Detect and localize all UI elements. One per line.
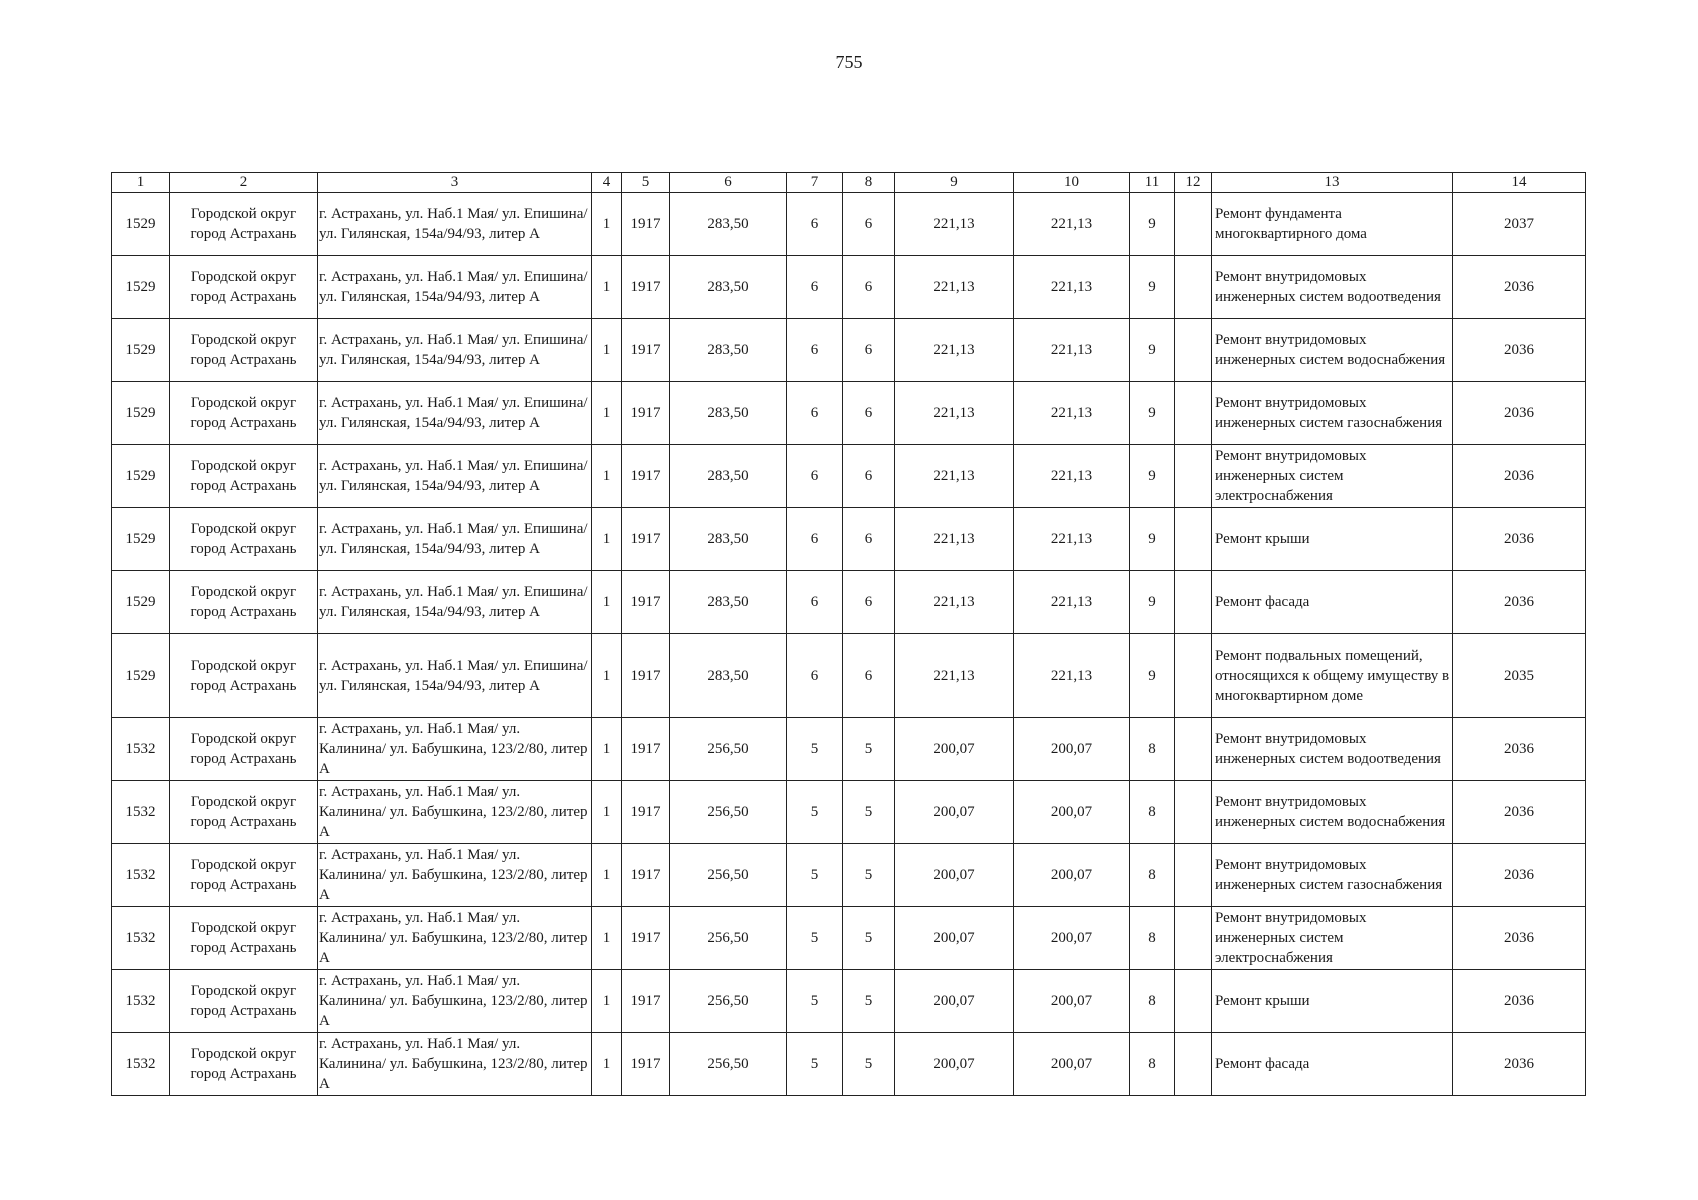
- total-area-cell: 283,50: [670, 571, 787, 634]
- total-area-cell: 283,50: [670, 634, 787, 718]
- total-area-cell: 283,50: [670, 508, 787, 571]
- col12-cell: [1175, 634, 1212, 718]
- column-header: 4: [592, 173, 622, 193]
- col8-cell: 6: [843, 256, 895, 319]
- address-cell: г. Астрахань, ул. Наб.1 Мая/ ул. Епишина/ ул. Гилянская, 154а/94/93, литер А: [318, 634, 592, 718]
- total-area-cell: 256,50: [670, 1033, 787, 1096]
- repair-type-cell: Ремонт фасада: [1212, 1033, 1453, 1096]
- address-cell: г. Астрахань, ул. Наб.1 Мая/ ул. Калинина/ ул. Бабушкина, 123/2/80, литер А: [318, 907, 592, 970]
- residents-cell: 9: [1130, 382, 1175, 445]
- repair-type-cell: Ремонт крыши: [1212, 970, 1453, 1033]
- col10-cell: 200,07: [1014, 718, 1130, 781]
- table-row: [112, 844, 1586, 907]
- address-cell: г. Астрахань, ул. Наб.1 Мая/ ул. Калинина/ ул. Бабушкина, 123/2/80, литер А: [318, 970, 592, 1033]
- col12-cell: [1175, 1033, 1212, 1096]
- address-cell: г. Астрахань, ул. Наб.1 Мая/ ул. Епишина/ ул. Гилянская, 154а/94/93, литер А: [318, 508, 592, 571]
- col10-cell: 221,13: [1014, 382, 1130, 445]
- year-built-cell: 1917: [622, 382, 670, 445]
- address-cell: г. Астрахань, ул. Наб.1 Мая/ ул. Калинина/ ул. Бабушкина, 123/2/80, литер А: [318, 844, 592, 907]
- repair-type-cell: Ремонт внутридомовых инженерных систем водоотведения: [1212, 718, 1453, 781]
- year-built-cell: 1917: [622, 256, 670, 319]
- table-row: [112, 382, 1586, 445]
- repair-year-cell: 2036: [1453, 319, 1586, 382]
- col7-cell: 6: [787, 319, 843, 382]
- municipality-cell: Городской округ город Астрахань: [170, 382, 318, 445]
- address-cell: г. Астрахань, ул. Наб.1 Мая/ ул. Епишина/ ул. Гилянская, 154а/94/93, литер А: [318, 256, 592, 319]
- table-body: [112, 193, 1586, 1096]
- col8-cell: 5: [843, 970, 895, 1033]
- col7-cell: 5: [787, 844, 843, 907]
- col7-cell: 6: [787, 445, 843, 508]
- buildings-count-cell: 1: [592, 781, 622, 844]
- residents-cell: 8: [1130, 970, 1175, 1033]
- address-cell: г. Астрахань, ул. Наб.1 Мая/ ул. Епишина/ ул. Гилянская, 154а/94/93, литер А: [318, 382, 592, 445]
- year-built-cell: 1917: [622, 634, 670, 718]
- col12-cell: [1175, 193, 1212, 256]
- col12-cell: [1175, 382, 1212, 445]
- col10-cell: 200,07: [1014, 907, 1130, 970]
- table-row: [112, 256, 1586, 319]
- municipality-cell: Городской округ город Астрахань: [170, 256, 318, 319]
- col8-cell: 6: [843, 508, 895, 571]
- total-area-cell: 283,50: [670, 382, 787, 445]
- total-area-cell: 256,50: [670, 718, 787, 781]
- column-header: 5: [622, 173, 670, 193]
- col7-cell: 5: [787, 1033, 843, 1096]
- year-built-cell: 1917: [622, 781, 670, 844]
- col12-cell: [1175, 319, 1212, 382]
- repair-year-cell: 2036: [1453, 445, 1586, 508]
- table-row: [112, 319, 1586, 382]
- col9-cell: 221,13: [895, 571, 1014, 634]
- object-number-cell: 1529: [112, 382, 170, 445]
- total-area-cell: 283,50: [670, 445, 787, 508]
- repair-type-cell: Ремонт внутридомовых инженерных систем газоснабжения: [1212, 844, 1453, 907]
- total-area-cell: 256,50: [670, 781, 787, 844]
- table-row: [112, 508, 1586, 571]
- col8-cell: 5: [843, 1033, 895, 1096]
- col9-cell: 221,13: [895, 508, 1014, 571]
- col10-cell: 221,13: [1014, 445, 1130, 508]
- column-header: 12: [1175, 173, 1212, 193]
- column-header: 9: [895, 173, 1014, 193]
- residents-cell: 9: [1130, 256, 1175, 319]
- municipality-cell: Городской округ город Астрахань: [170, 445, 318, 508]
- municipality-cell: Городской округ город Астрахань: [170, 634, 318, 718]
- address-cell: г. Астрахань, ул. Наб.1 Мая/ ул. Калинина/ ул. Бабушкина, 123/2/80, литер А: [318, 1033, 592, 1096]
- municipality-cell: Городской округ город Астрахань: [170, 319, 318, 382]
- column-header: 8: [843, 173, 895, 193]
- col9-cell: 221,13: [895, 319, 1014, 382]
- column-header: 14: [1453, 173, 1586, 193]
- buildings-count-cell: 1: [592, 718, 622, 781]
- col7-cell: 6: [787, 382, 843, 445]
- col10-cell: 200,07: [1014, 970, 1130, 1033]
- repair-year-cell: 2036: [1453, 907, 1586, 970]
- col8-cell: 5: [843, 907, 895, 970]
- buildings-count-cell: 1: [592, 970, 622, 1033]
- col9-cell: 221,13: [895, 256, 1014, 319]
- buildings-count-cell: 1: [592, 1033, 622, 1096]
- municipality-cell: Городской округ город Астрахань: [170, 844, 318, 907]
- buildings-count-cell: 1: [592, 508, 622, 571]
- repair-year-cell: 2036: [1453, 382, 1586, 445]
- col10-cell: 200,07: [1014, 781, 1130, 844]
- repair-type-cell: Ремонт фасада: [1212, 571, 1453, 634]
- col12-cell: [1175, 970, 1212, 1033]
- col9-cell: 200,07: [895, 1033, 1014, 1096]
- residents-cell: 9: [1130, 634, 1175, 718]
- residents-cell: 8: [1130, 844, 1175, 907]
- column-header: 7: [787, 173, 843, 193]
- repair-year-cell: 2037: [1453, 193, 1586, 256]
- col9-cell: 200,07: [895, 781, 1014, 844]
- repair-year-cell: 2036: [1453, 844, 1586, 907]
- total-area-cell: 283,50: [670, 193, 787, 256]
- municipality-cell: Городской округ город Астрахань: [170, 571, 318, 634]
- buildings-count-cell: 1: [592, 256, 622, 319]
- object-number-cell: 1529: [112, 193, 170, 256]
- col12-cell: [1175, 844, 1212, 907]
- table-row: [112, 445, 1586, 508]
- col7-cell: 6: [787, 256, 843, 319]
- col7-cell: 6: [787, 571, 843, 634]
- column-header: 1: [112, 173, 170, 193]
- repair-type-cell: Ремонт крыши: [1212, 508, 1453, 571]
- col8-cell: 6: [843, 193, 895, 256]
- buildings-count-cell: 1: [592, 634, 622, 718]
- object-number-cell: 1529: [112, 571, 170, 634]
- col10-cell: 221,13: [1014, 256, 1130, 319]
- object-number-cell: 1532: [112, 781, 170, 844]
- object-number-cell: 1532: [112, 718, 170, 781]
- residents-cell: 8: [1130, 907, 1175, 970]
- object-number-cell: 1532: [112, 844, 170, 907]
- col12-cell: [1175, 445, 1212, 508]
- table-row: [112, 193, 1586, 256]
- col8-cell: 5: [843, 844, 895, 907]
- repair-schedule-table: [111, 172, 1586, 1096]
- year-built-cell: 1917: [622, 508, 670, 571]
- table-row: [112, 718, 1586, 781]
- residents-cell: 9: [1130, 571, 1175, 634]
- table-row: [112, 907, 1586, 970]
- table-row: [112, 1033, 1586, 1096]
- repair-type-cell: Ремонт внутридомовых инженерных систем электроснабжения: [1212, 445, 1453, 508]
- total-area-cell: 256,50: [670, 907, 787, 970]
- residents-cell: 9: [1130, 445, 1175, 508]
- col9-cell: 221,13: [895, 193, 1014, 256]
- col7-cell: 5: [787, 970, 843, 1033]
- total-area-cell: 256,50: [670, 970, 787, 1033]
- col9-cell: 200,07: [895, 970, 1014, 1033]
- col8-cell: 6: [843, 571, 895, 634]
- municipality-cell: Городской округ город Астрахань: [170, 193, 318, 256]
- object-number-cell: 1532: [112, 1033, 170, 1096]
- residents-cell: 9: [1130, 193, 1175, 256]
- year-built-cell: 1917: [622, 907, 670, 970]
- municipality-cell: Городской округ город Астрахань: [170, 907, 318, 970]
- object-number-cell: 1532: [112, 907, 170, 970]
- buildings-count-cell: 1: [592, 844, 622, 907]
- residents-cell: 8: [1130, 718, 1175, 781]
- col10-cell: 221,13: [1014, 508, 1130, 571]
- municipality-cell: Городской округ город Астрахань: [170, 781, 318, 844]
- col12-cell: [1175, 256, 1212, 319]
- column-header: 10: [1014, 173, 1130, 193]
- repair-year-cell: 2036: [1453, 781, 1586, 844]
- column-header: 2: [170, 173, 318, 193]
- repair-year-cell: 2036: [1453, 256, 1586, 319]
- object-number-cell: 1532: [112, 970, 170, 1033]
- address-cell: г. Астрахань, ул. Наб.1 Мая/ ул. Калинина/ ул. Бабушкина, 123/2/80, литер А: [318, 718, 592, 781]
- repair-type-cell: Ремонт внутридомовых инженерных систем электроснабжения: [1212, 907, 1453, 970]
- residents-cell: 9: [1130, 319, 1175, 382]
- col7-cell: 5: [787, 781, 843, 844]
- page-number: 755: [835, 52, 863, 72]
- col7-cell: 5: [787, 907, 843, 970]
- col10-cell: 221,13: [1014, 193, 1130, 256]
- buildings-count-cell: 1: [592, 319, 622, 382]
- column-header: 6: [670, 173, 787, 193]
- repair-year-cell: 2036: [1453, 571, 1586, 634]
- col7-cell: 6: [787, 193, 843, 256]
- col8-cell: 5: [843, 718, 895, 781]
- buildings-count-cell: 1: [592, 193, 622, 256]
- repair-type-cell: Ремонт внутридомовых инженерных систем водоснабжения: [1212, 319, 1453, 382]
- total-area-cell: 256,50: [670, 844, 787, 907]
- address-cell: г. Астрахань, ул. Наб.1 Мая/ ул. Епишина/ ул. Гилянская, 154а/94/93, литер А: [318, 319, 592, 382]
- buildings-count-cell: 1: [592, 382, 622, 445]
- year-built-cell: 1917: [622, 445, 670, 508]
- year-built-cell: 1917: [622, 193, 670, 256]
- column-header: 3: [318, 173, 592, 193]
- table-row: [112, 571, 1586, 634]
- col10-cell: 200,07: [1014, 1033, 1130, 1096]
- repair-year-cell: 2035: [1453, 634, 1586, 718]
- year-built-cell: 1917: [622, 844, 670, 907]
- col8-cell: 6: [843, 319, 895, 382]
- municipality-cell: Городской округ город Астрахань: [170, 1033, 318, 1096]
- col12-cell: [1175, 907, 1212, 970]
- repair-type-cell: Ремонт фундамента многоквартирного дома: [1212, 193, 1453, 256]
- repair-type-cell: Ремонт внутридомовых инженерных систем водоотведения: [1212, 256, 1453, 319]
- residents-cell: 9: [1130, 508, 1175, 571]
- col9-cell: 221,13: [895, 382, 1014, 445]
- col8-cell: 6: [843, 382, 895, 445]
- municipality-cell: Городской округ город Астрахань: [170, 718, 318, 781]
- col12-cell: [1175, 571, 1212, 634]
- address-cell: г. Астрахань, ул. Наб.1 Мая/ ул. Епишина/ ул. Гилянская, 154а/94/93, литер А: [318, 571, 592, 634]
- repair-type-cell: Ремонт внутридомовых инженерных систем газоснабжения: [1212, 382, 1453, 445]
- col10-cell: 221,13: [1014, 319, 1130, 382]
- col12-cell: [1175, 508, 1212, 571]
- address-cell: г. Астрахань, ул. Наб.1 Мая/ ул. Епишина/ ул. Гилянская, 154а/94/93, литер А: [318, 445, 592, 508]
- table-row: [112, 634, 1586, 718]
- col9-cell: 200,07: [895, 844, 1014, 907]
- col9-cell: 200,07: [895, 718, 1014, 781]
- year-built-cell: 1917: [622, 718, 670, 781]
- col10-cell: 200,07: [1014, 844, 1130, 907]
- col7-cell: 6: [787, 634, 843, 718]
- col9-cell: 221,13: [895, 445, 1014, 508]
- object-number-cell: 1529: [112, 319, 170, 382]
- col8-cell: 6: [843, 445, 895, 508]
- buildings-count-cell: 1: [592, 571, 622, 634]
- buildings-count-cell: 1: [592, 907, 622, 970]
- col7-cell: 5: [787, 718, 843, 781]
- repair-year-cell: 2036: [1453, 970, 1586, 1033]
- table-header-row: [112, 173, 1586, 193]
- object-number-cell: 1529: [112, 445, 170, 508]
- table-row: [112, 970, 1586, 1033]
- address-cell: г. Астрахань, ул. Наб.1 Мая/ ул. Епишина/ ул. Гилянская, 154а/94/93, литер А: [318, 193, 592, 256]
- repair-year-cell: 2036: [1453, 508, 1586, 571]
- col12-cell: [1175, 718, 1212, 781]
- object-number-cell: 1529: [112, 256, 170, 319]
- col12-cell: [1175, 781, 1212, 844]
- buildings-count-cell: 1: [592, 445, 622, 508]
- object-number-cell: 1529: [112, 508, 170, 571]
- residents-cell: 8: [1130, 1033, 1175, 1096]
- col10-cell: 221,13: [1014, 571, 1130, 634]
- year-built-cell: 1917: [622, 970, 670, 1033]
- year-built-cell: 1917: [622, 571, 670, 634]
- col8-cell: 6: [843, 634, 895, 718]
- repair-year-cell: 2036: [1453, 1033, 1586, 1096]
- table-row: [112, 781, 1586, 844]
- col9-cell: 221,13: [895, 634, 1014, 718]
- residents-cell: 8: [1130, 781, 1175, 844]
- address-cell: г. Астрахань, ул. Наб.1 Мая/ ул. Калинина/ ул. Бабушкина, 123/2/80, литер А: [318, 781, 592, 844]
- repair-type-cell: Ремонт подвальных помещений, относящихся к общему имуществу в многоквартирном доме: [1212, 634, 1453, 718]
- total-area-cell: 283,50: [670, 319, 787, 382]
- municipality-cell: Городской округ город Астрахань: [170, 970, 318, 1033]
- column-header: 11: [1130, 173, 1175, 193]
- repair-year-cell: 2036: [1453, 718, 1586, 781]
- col7-cell: 6: [787, 508, 843, 571]
- col9-cell: 200,07: [895, 907, 1014, 970]
- repair-type-cell: Ремонт внутридомовых инженерных систем водоснабжения: [1212, 781, 1453, 844]
- year-built-cell: 1917: [622, 319, 670, 382]
- total-area-cell: 283,50: [670, 256, 787, 319]
- column-header: 13: [1212, 173, 1453, 193]
- object-number-cell: 1529: [112, 634, 170, 718]
- col8-cell: 5: [843, 781, 895, 844]
- year-built-cell: 1917: [622, 1033, 670, 1096]
- col10-cell: 221,13: [1014, 634, 1130, 718]
- municipality-cell: Городской округ город Астрахань: [170, 508, 318, 571]
